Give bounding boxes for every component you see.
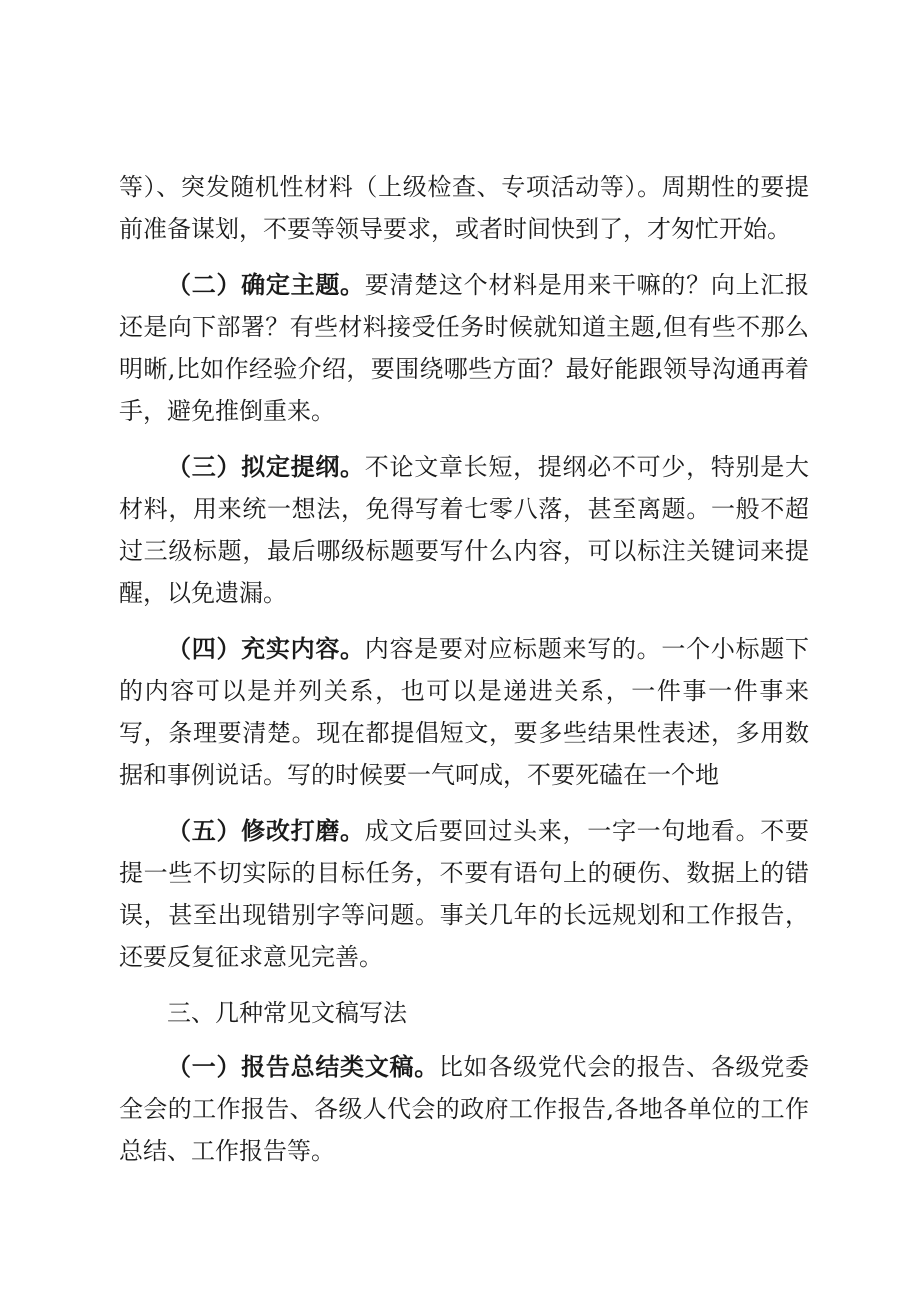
document-body xyxy=(119,166,809,1186)
paragraph-lead: （五）修改打磨。 xyxy=(167,817,365,845)
paragraph-text: 内容是要对应标题来写的。一个小标题下的内容可以是并列关系，也可以是递进关系，一件事一件事来写，条理要清楚。现在都提倡短文，要多些结果性表述，多用数据和事例说话。写的时候要一气呵成，不要死磕在一个地 xyxy=(119,635,810,789)
paragraph-enrich-content xyxy=(119,628,809,796)
paragraph-lead: （一）报告总结类文稿。 xyxy=(167,1053,439,1081)
paragraph-text: 等）、突发随机性材料（上级检查、专项活动等）。周期性的要提前准备谋划，不要等领导要求，或者时间快到了，才匆忙开始。 xyxy=(119,173,809,243)
paragraph-text: 比如各级党代会的报告、各级党委全会的工作报告、各级人代会的政府工作报告,各地各单位的工作总结、工作报告等。 xyxy=(119,1053,810,1165)
paragraph-lead: （三）拟定提纲。 xyxy=(167,453,365,481)
paragraph-continued xyxy=(119,166,809,250)
paragraph-text: 不论文章长短，提纲必不可少，特别是大材料，用来统一想法，免得写着七零八落，甚至离题。一般不超过三级标题，最后哪级标题要写什么内容，可以标注关键词来提醒，以免遗漏。 xyxy=(119,453,810,607)
paragraph-text: 成文后要回过头来，一字一句地看。不要提一些不切实际的目标任务，不要有语句上的硬伤、数据上的错误，甚至出现错别字等问题。事关几年的长远规划和工作报告，还要反复征求意见完善。 xyxy=(119,817,810,971)
paragraph-draft-outline xyxy=(119,446,809,614)
paragraph-lead: （二）确定主题。 xyxy=(167,271,365,299)
section-heading: 三、几种常见文稿写法 xyxy=(167,999,407,1027)
paragraph-determine-theme xyxy=(119,264,809,432)
paragraph-report-summary xyxy=(119,1046,809,1172)
paragraph-text: 要清楚这个材料是用来干嘛的？向上汇报还是向下部署？有些材料接受任务时候就知道主题,但有些不那么明晰,比如作经验介绍，要围绕哪些方面？最好能跟领导沟通再着手，避免推倒重来。 xyxy=(119,271,810,425)
paragraph-lead: （四）充实内容。 xyxy=(167,635,365,663)
paragraph-revise-polish xyxy=(119,810,809,978)
